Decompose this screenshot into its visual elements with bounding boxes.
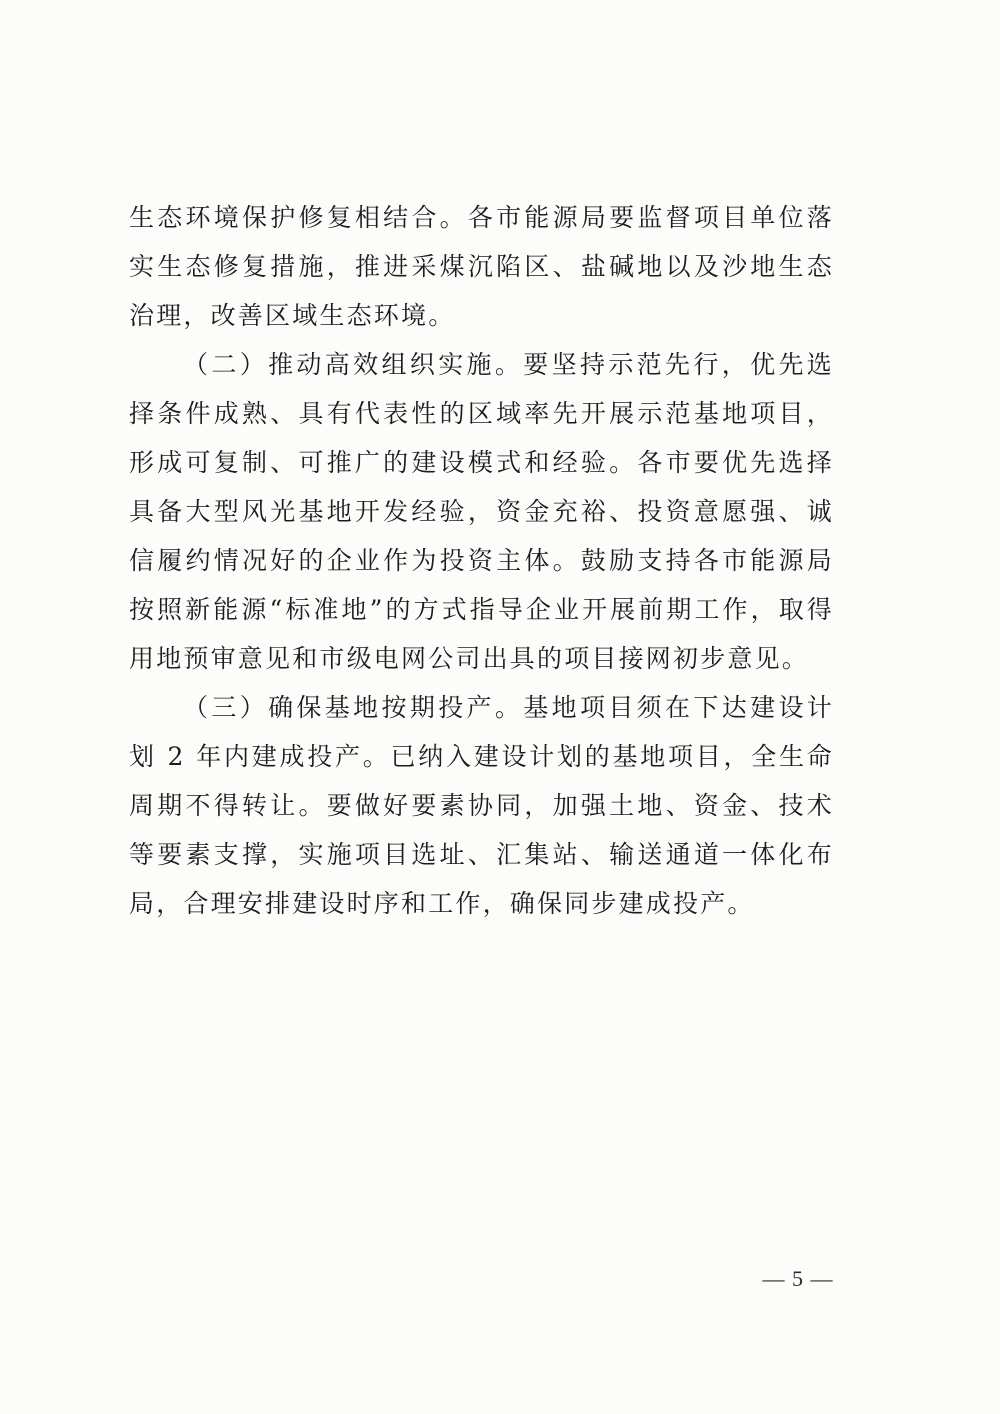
paragraph-2: （二）推动高效组织实施。要坚持示范先行，优先选择条件成熟、具有代表性的区域率先开展示范基地项目，形成可复制、可推广的建设模式和经验。各市要优先选择具备大型风光基地开发经验，资金充裕、投资意愿强、诚信履约情况好的企业作为投资主体。鼓励支持各市能源局按照新能源“标准地”的方式指导企业开展前期工作，取得用地预审意见和市级电网公司出具的项目接网初步意见。 [129,350,834,673]
page-number: — 5 — [762,1266,834,1291]
paragraph-1: 生态环境保护修复相结合。各市能源局要监督项目单位落实生态修复措施，推进采煤沉陷区、盐碱地以及沙地生态治理，改善区域生态环境。 [129,203,834,330]
paragraph-3: （三）确保基地按期投产。基地项目须在下达建设计划 2 年内建成投产。已纳入建设计划的基地项目，全生命周期不得转让。要做好要素协同，加强土地、资金、技术等要素支撑，实施项目选址、汇集站、输送通道一体化布局，合理安排建设时序和工作，确保同步建成投产。 [129,693,834,918]
body-text [129,193,834,928]
